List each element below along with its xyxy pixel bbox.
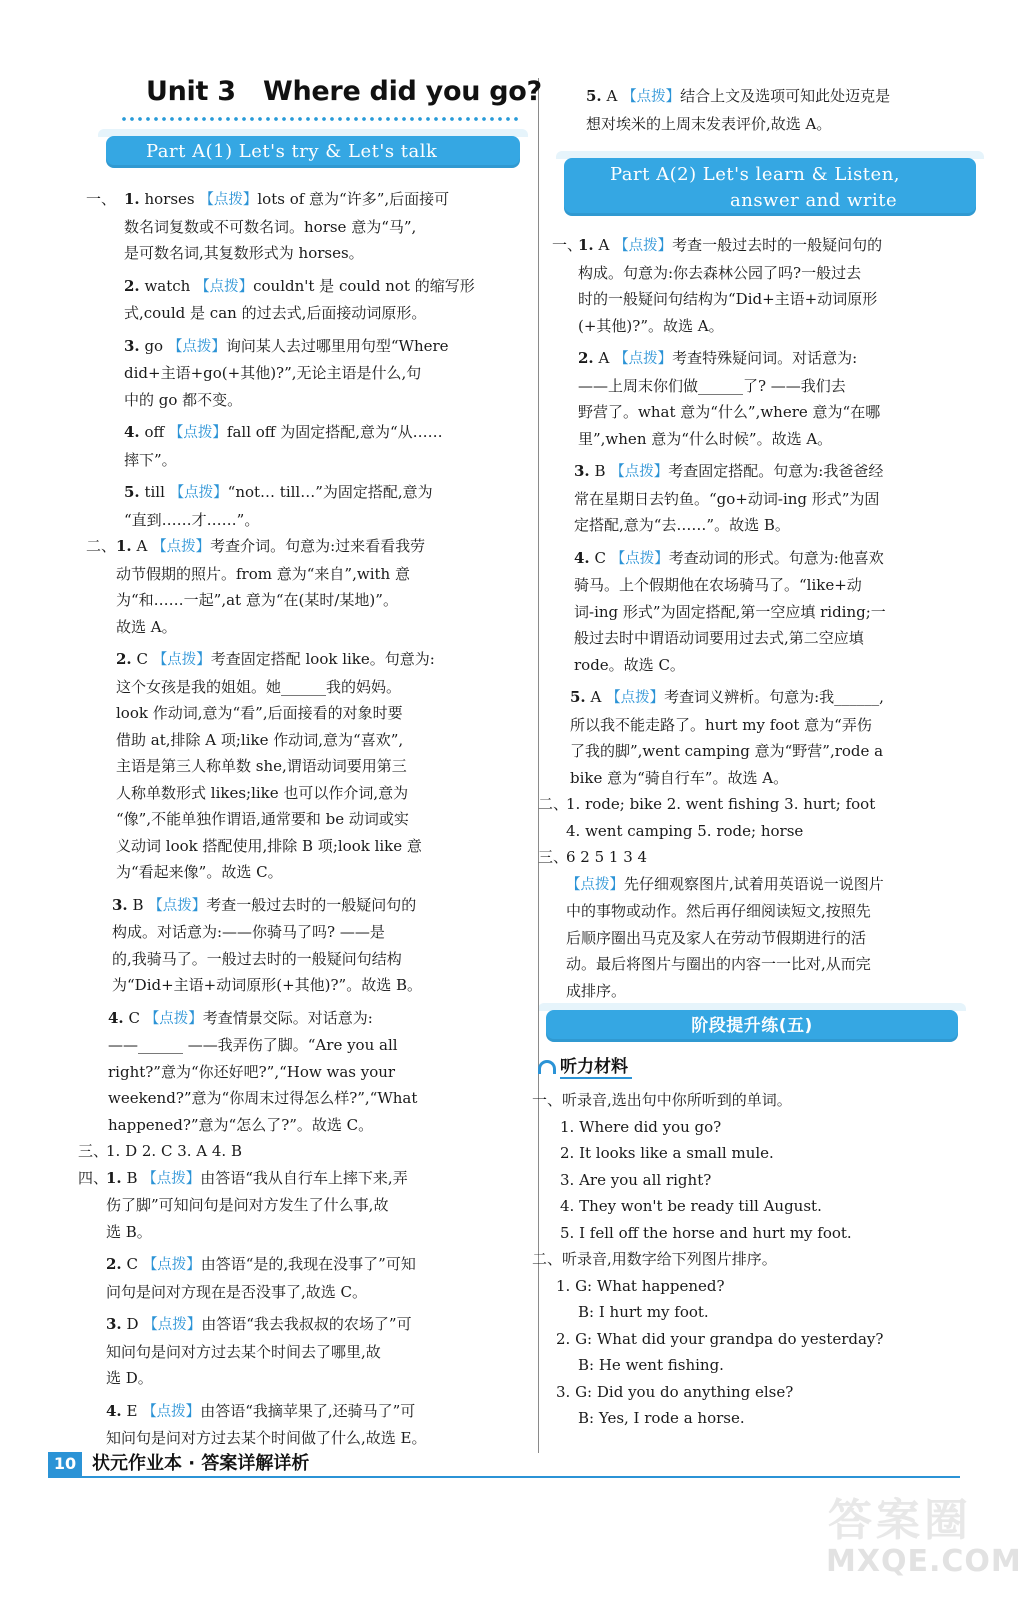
answer-item [86,533,526,640]
item-answer: till [144,483,165,501]
hint-tag: 【点拨】 [143,1317,202,1333]
hint-text: 借助 at,排除 A 项;like 作动词,意为“喜欢”, [116,730,404,749]
listening-section-label: 二、听录音,用数字给下列图片排序。 [532,1250,777,1268]
banner-part-a2 [564,158,976,216]
hint-tag: 【点拨】 [610,550,669,567]
footer-title: 状元作业本 · 答案详解详析 [92,1453,310,1474]
hint-text: fall off 为固定搭配,意为“从…… [226,423,443,441]
listening-sentence: 1. Where did you go? [560,1117,722,1136]
hint-text: 野营了。what 意为“什么”,where 意为“在哪 [578,403,881,421]
item-answer: D [126,1315,139,1333]
hint-text: did+主语+go(+其他)?”,无论主语是什么,句 [124,364,422,382]
hint-tag: 【点拨】 [152,539,211,555]
hint-text: “直到……才……”。 [124,510,260,529]
hint-text: 常在星期日去钓鱼。“go+动词-ing 形式”为固 [574,489,880,508]
item-answer: 1. D 2. C 3. A 4. B [106,1142,242,1160]
hint-text: 考查一般过去时的一般疑问句的 [672,236,883,254]
hint-text: 考查词义辨析。句意为:我______, [664,688,884,706]
hint-text: 中的 go 都不变。 [124,390,243,409]
item-answer: go [144,336,164,355]
item-number: 3. [112,895,128,914]
hint-text: 由答语“我去我叔叔的农场了”可 [201,1315,412,1333]
part-a1-continued [552,83,994,137]
item-answer: B [594,462,606,480]
hint-text: 中的事物或动作。然后再仔细阅读短文,按照先 [566,902,871,920]
item-answer: A [136,537,148,555]
hint-text: 考查动词的形式。句意为:他喜欢 [668,548,884,567]
hint-text: 由答语“我从自行车上摔下来,弄 [200,1168,408,1187]
hint-text: couldn't 是 could not 的缩写形 [253,276,475,295]
item-answer: C [136,650,148,668]
dialogue-line: B: He went fishing. [578,1356,724,1374]
item-answer: watch [144,276,191,295]
hint-text: 数名词复数或不可数名词。horse 意为“马”, [124,217,417,236]
hint-text: 主语是第三人称单数 she,谓语动词要用第三 [116,757,407,775]
hint-text: 想对埃米的上周末发表评价,故选 A。 [586,114,832,133]
item-number: 2. [106,1255,122,1273]
hint-text: right?”意为“你还好吧?”,“How was your [108,1062,396,1081]
hint-text: ——______ ——我弄伤了脚。“Are you all [108,1036,398,1054]
hint-text: 故选 A。 [116,617,177,636]
hint-text: 知问句是问对方过去某个时间做了什么,故选 E。 [106,1429,427,1447]
listening-sentence: 3. Are you all right? [560,1170,712,1189]
hint-tag: 【点拨】 [622,89,681,105]
dialogues [532,1273,974,1432]
hint-tag: 【点拨】 [614,351,673,367]
hint-tag: 【点拨】 [169,485,228,501]
hint-tag: 【点拨】 [142,1170,201,1187]
hint-text: bike 意为“骑自行车”。故选 A。 [570,768,789,787]
answer-item [538,844,994,1004]
hint-text: happened?”意为“怎么了?”。故选 C。 [108,1115,374,1134]
hint-text: 为“Did+主语+动词原形(+其他)?”。故选 B。 [112,976,423,994]
page-number: 10 [48,1452,82,1476]
hint-text: 选 B。 [106,1222,152,1241]
hint-text: 时的一般疑问句结构为“Did+主语+动词原形 [578,290,878,308]
item-number: 5. [570,688,586,706]
hint-text: 动。最后将图片与圈出的内容一一比对,从而完 [566,955,871,973]
hint-text: 是可数名词,其复数形式为 horses。 [124,244,364,262]
item-number: 1. [124,190,140,208]
answer-item [552,232,994,339]
item-number: 5. [586,87,602,105]
item-number: 1. [116,537,132,555]
hint-text: 结合上文及选项可知此处迈克是 [680,87,891,105]
item-answer: C [128,1008,140,1027]
item-number: 4. [108,1008,124,1027]
unit-number: Unit 3 [146,76,236,107]
section-label: 一、 [552,236,583,254]
hint-text: 的,我骑马了。一般过去时的一般疑问句结构 [112,949,402,968]
heading-underline [560,1077,632,1079]
item-number: 1. [578,236,594,254]
item-number: 3. [106,1315,122,1333]
dotted-underline [120,116,518,122]
item-answer: 4. went camping 5. rode; horse [566,821,804,840]
hint-text: 成排序。 [566,981,627,1000]
hint-text: “not… till…”为固定搭配,意为 [227,483,433,501]
answer-item [86,646,526,886]
hint-tag: 【点拨】 [566,876,624,893]
item-answer: C [126,1255,138,1273]
answer-item [86,186,526,267]
unit-heading [146,76,542,107]
banner-stage-practice: 阶段提升练(五) [546,1010,958,1042]
dialogue-line: 1. G: What happened? [556,1276,725,1295]
item-answer: A [598,349,610,367]
hint-text: 所以我不能走路了。hurt my foot 意为“弄伤 [570,715,872,734]
hint-text: 考查情景交际。对话意为: [202,1008,373,1027]
unit-title: Where did you go? [263,76,542,107]
hint-text: 考查一般过去时的一般疑问句的 [206,895,417,914]
hint-tag: 【点拨】 [199,192,258,208]
hint-text: 里”,when 意为“什么时候”。故选 A。 [578,429,833,448]
item-answer: C [594,548,606,567]
item-number: 3. [574,462,590,480]
hint-text: “像”,不能单独作谓语,通常要和 be 动词或实 [116,810,409,828]
hint-text: 义动词 look 搭配使用,排除 B 项;look like 意 [116,836,422,855]
answer-item [86,419,526,473]
listening-sentence: 2. It looks like a small mule. [560,1144,774,1162]
answer-item [552,83,994,137]
item-number: 4. [124,423,140,441]
hint-text: 由答语“我摘苹果了,还骑马了”可 [200,1401,416,1420]
hint-text: ——上周末你们做______了? ——我们去 [578,376,846,395]
answer-item [86,1311,526,1392]
answer-item [78,1138,526,1165]
item-number: 4. [106,1401,122,1420]
item-answer: off [144,423,165,441]
section-label: 三、 [78,1142,109,1160]
item-answer: B [132,895,144,914]
hint-text: 后顺序圈出马克及家人在劳动节假期进行的活 [566,928,867,947]
hint-text: 词-ing 形式”为固定搭配,第一空应填 riding;一 [574,602,886,621]
section-label: 一、 [86,190,117,208]
hint-text: 动节假期的照片。from 意为“来自”,with 意 [116,564,410,583]
hint-text: 考查特殊疑问词。对话意为: [672,349,858,367]
hint-text: 人称单数形式 likes;like 也可以作介词,意为 [116,783,409,802]
answer-item [552,545,994,679]
hint-tag: 【点拨】 [606,690,665,706]
part-a1-answers [78,186,526,1452]
hint-text: 选 D。 [106,1369,153,1387]
hint-tag: 【点拨】 [142,1257,201,1273]
banner-part-a1: Part A(1) Let's try & Let's talk [106,136,520,168]
hint-text: weekend?”意为“你周末过得怎么样?”,“What [108,1089,418,1107]
dialogue-line: B: I hurt my foot. [578,1303,709,1321]
section-label: 二、 [86,537,117,555]
footer-rule [48,1476,960,1478]
right-column [532,0,994,1600]
item-number: 2. [116,650,132,668]
listening-heading [538,1053,628,1081]
hint-text: 式,could 是 can 的过去式,后面接动词原形。 [124,304,427,322]
hint-text: 由答语“是的,我现在没事了”可知 [200,1255,416,1273]
answer-item [552,684,994,791]
hint-text: 构成。对话意为:——你骑马了吗? ——是 [112,923,385,941]
item-answer: horses [144,190,195,208]
section-label: 三、 [538,848,569,866]
item-answer: B [126,1168,138,1187]
hint-text: 为“和……一起”,at 意为“在(某时/某地)”。 [116,591,398,609]
hint-text: 考查固定搭配 look like。句意为: [210,650,435,668]
listening-sentence: 4. They won't be ready till August. [560,1197,822,1215]
dialogue-line: 2. G: What did your grandpa do yesterday? [556,1329,884,1348]
listening-section-label: 一、听录音,选出句中你所听到的单词。 [532,1091,792,1109]
item-number: 3. [124,336,140,355]
item-number: 4. [574,548,590,567]
hint-text: 般过去时中谓语动词要用过去式,第二空应填 [574,629,864,647]
item-answer: E [126,1401,138,1420]
item-number: 2. [578,349,594,367]
item-number: 5. [124,483,140,501]
dialogue-line: B: Yes, I rode a horse. [578,1409,745,1427]
watermark-logo [822,1484,1022,1594]
hint-text: 询问某人去过哪里用句型“Where [225,336,449,355]
hint-tag: 【点拨】 [610,464,669,480]
watermark-text: 答案圈 [828,1495,972,1546]
hint-tag: 【点拨】 [168,425,227,441]
item-answer: A [606,87,618,105]
answer-item [86,479,526,533]
hint-tag: 【点拨】 [167,338,226,355]
hint-text: look 作动词,意为“看”,后面接看的对象时要 [116,704,403,722]
hint-text: 问句是问对方现在是否没事了,故选 C。 [106,1282,368,1301]
item-answer: 1. rode; bike 2. went fishing 3. hurt; foot [566,795,876,813]
item-answer: 6 2 5 1 3 4 [566,848,648,866]
answer-item [552,458,994,539]
hint-text: lots of 意为“许多”,后面接可 [257,190,450,208]
hint-text: 先仔细观察图片,试着用英语说一说图片 [624,874,884,893]
hint-text: (+其他)?”。故选 A。 [578,316,724,335]
listening-sentence: 5. I fell off the horse and hurt my foot. [560,1223,852,1242]
hint-text: 考查固定搭配。句意为:我爸爸经 [668,462,884,480]
hint-tag: 【点拨】 [142,1403,201,1420]
answer-item [86,1005,526,1139]
hint-text: 骑马。上个假期他在农场骑马了。“like+动 [574,576,862,594]
answer-item [86,1251,526,1305]
hint-text: 摔下”。 [124,450,177,469]
banner-line: answer and write [730,190,898,211]
answer-item [78,1165,526,1246]
hint-text: 为“看起来像”。故选 C。 [116,863,283,881]
section-label: 二、 [538,795,569,813]
hint-text: 考查介词。句意为:过来看看我劳 [210,537,426,555]
item-answer: A [598,236,610,254]
hint-text: rode。故选 C。 [574,655,685,674]
section-label: 四、 [78,1168,109,1187]
hint-text: 这个女孩是我的姐姐。她______我的妈妈。 [116,677,402,696]
hint-text: 伤了脚”可知问句是问对方发生了什么事,故 [106,1196,389,1214]
answer-item [538,791,994,844]
hint-tag: 【点拨】 [144,1010,203,1027]
hint-text: 知问句是问对方过去某个时间去了哪里,故 [106,1342,381,1361]
hint-text: 定搭配,意为“去……”。故选 B。 [574,516,790,534]
hint-text: 了我的脚”,went camping 意为“野营”,rode a [570,742,884,760]
hint-tag: 【点拨】 [152,652,211,668]
answer-item [86,892,526,999]
headphones-icon [538,1060,556,1074]
item-number: 2. [124,276,140,295]
dialogue-line: 3. G: Did you do anything else? [556,1382,794,1401]
item-answer: A [590,688,602,706]
part-a2-answers [538,232,994,1004]
listening-heading-text: 听力材料 [560,1057,628,1077]
hint-tag: 【点拨】 [614,238,673,254]
listening-material [532,1087,974,1432]
watermark-url: MXQE.COM [826,1544,1022,1579]
item-number: 1. [106,1168,122,1187]
answer-item [552,345,994,452]
hint-tag: 【点拨】 [148,897,207,914]
listening-items [532,1114,974,1247]
answer-item [86,1398,526,1452]
banner-line: Part A(2) Let's learn & Listen, [610,164,901,185]
hint-tag: 【点拨】 [195,278,254,295]
answer-item [86,333,526,414]
hint-text: 构成。句意为:你去森林公园了吗?一般过去 [578,263,862,282]
left-column [78,0,542,1600]
answer-item [86,273,526,327]
